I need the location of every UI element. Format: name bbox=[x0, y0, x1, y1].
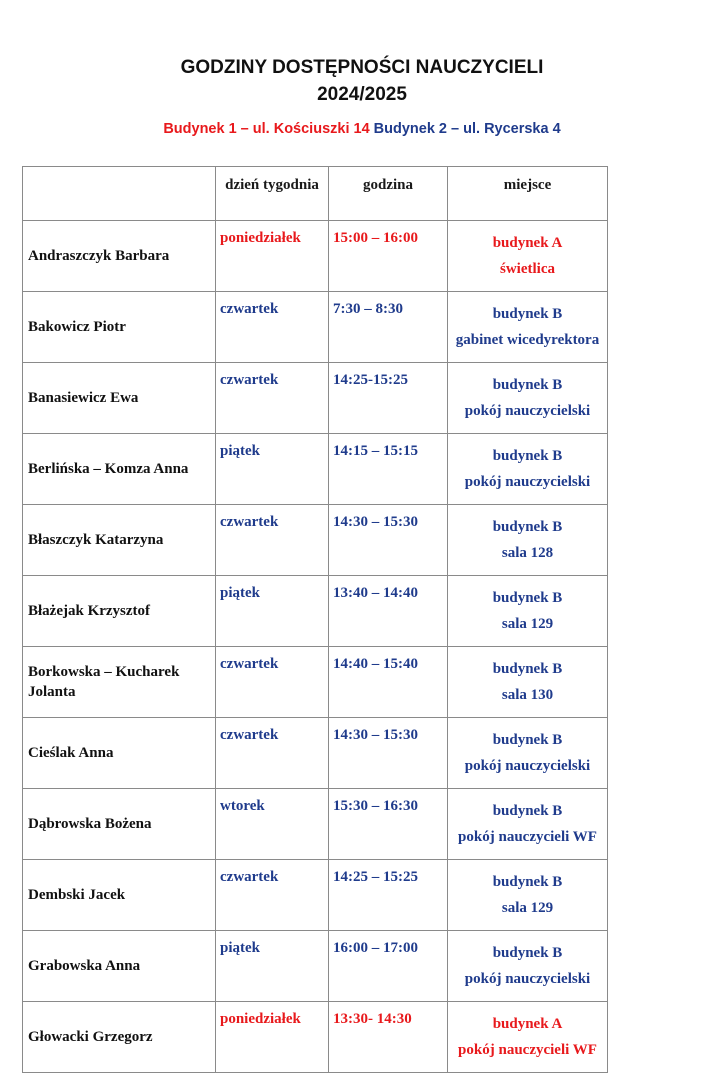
weekday: czwartek bbox=[216, 505, 329, 576]
building-name: budynek A bbox=[492, 1016, 563, 1032]
building-name: budynek A bbox=[492, 235, 563, 251]
buildings-legend bbox=[0, 121, 724, 137]
hours: 14:25 – 15:25 bbox=[329, 860, 448, 931]
weekday: wtorek bbox=[216, 789, 329, 860]
hours: 15:30 – 16:30 bbox=[329, 789, 448, 860]
location bbox=[448, 292, 608, 363]
room-name: sala 129 bbox=[501, 616, 554, 632]
hours: 14:40 – 15:40 bbox=[329, 647, 448, 718]
room-name: pokój nauczycielski bbox=[464, 474, 591, 490]
location bbox=[448, 1002, 608, 1073]
hours: 14:30 – 15:30 bbox=[329, 718, 448, 789]
room-name: sala 128 bbox=[501, 545, 554, 561]
location bbox=[448, 505, 608, 576]
table-row bbox=[23, 718, 608, 789]
teacher-name: Bakowicz Piotr bbox=[23, 292, 216, 363]
building-name: budynek B bbox=[492, 661, 563, 677]
weekday: poniedziałek bbox=[216, 221, 329, 292]
building-name: budynek B bbox=[492, 306, 563, 322]
location bbox=[448, 718, 608, 789]
weekday: czwartek bbox=[216, 860, 329, 931]
title-line-1: GODZINY DOSTĘPNOŚCI NAUCZYCIELI bbox=[180, 57, 544, 78]
teacher-name: Borkowska – Kucharek Jolanta bbox=[23, 647, 216, 718]
location bbox=[448, 931, 608, 1002]
table-row bbox=[23, 931, 608, 1002]
room-name: pokój nauczycieli WF bbox=[458, 1042, 597, 1058]
table-row bbox=[23, 1002, 608, 1073]
room-name: świetlica bbox=[500, 261, 555, 277]
hours: 13:40 – 14:40 bbox=[329, 576, 448, 647]
location bbox=[448, 363, 608, 434]
weekday: piątek bbox=[216, 434, 329, 505]
building-name: budynek B bbox=[492, 590, 563, 606]
table-row bbox=[23, 292, 608, 363]
room-name: sala 129 bbox=[501, 900, 554, 916]
teacher-name: Banasiewicz Ewa bbox=[23, 363, 216, 434]
building-name: budynek B bbox=[492, 377, 563, 393]
building-name: budynek B bbox=[492, 874, 563, 890]
teacher-name: Dembski Jacek bbox=[23, 860, 216, 931]
weekday: piątek bbox=[216, 931, 329, 1002]
room-name: gabinet wicedyrektora bbox=[455, 332, 600, 348]
table-row bbox=[23, 505, 608, 576]
room-name: pokój nauczycieli WF bbox=[458, 829, 597, 845]
room-name: sala 130 bbox=[501, 687, 554, 703]
location bbox=[448, 221, 608, 292]
header-name-cell bbox=[23, 167, 216, 221]
table-row bbox=[23, 576, 608, 647]
table-header-row bbox=[23, 167, 608, 221]
teacher-name: Grabowska Anna bbox=[23, 931, 216, 1002]
header-time-cell: godzina bbox=[329, 167, 448, 221]
weekday: poniedziałek bbox=[216, 1002, 329, 1073]
location bbox=[448, 576, 608, 647]
location bbox=[448, 789, 608, 860]
hours: 15:00 – 16:00 bbox=[329, 221, 448, 292]
table-row bbox=[23, 434, 608, 505]
weekday: czwartek bbox=[216, 292, 329, 363]
room-name: pokój nauczycielski bbox=[464, 971, 591, 987]
table-row bbox=[23, 647, 608, 718]
page-title bbox=[0, 54, 724, 108]
weekday: piątek bbox=[216, 576, 329, 647]
hours: 13:30- 14:30 bbox=[329, 1002, 448, 1073]
hours: 14:15 – 15:15 bbox=[329, 434, 448, 505]
building-name: budynek B bbox=[492, 803, 563, 819]
location bbox=[448, 647, 608, 718]
hours: 7:30 – 8:30 bbox=[329, 292, 448, 363]
room-name: pokój nauczycielski bbox=[464, 758, 591, 774]
room-name: pokój nauczycielski bbox=[464, 403, 591, 419]
table-row bbox=[23, 860, 608, 931]
teacher-name: Andraszczyk Barbara bbox=[23, 221, 216, 292]
table-row bbox=[23, 789, 608, 860]
weekday: czwartek bbox=[216, 363, 329, 434]
teacher-name: Błażejak Krzysztof bbox=[23, 576, 216, 647]
availability-table bbox=[22, 166, 608, 1073]
building-name: budynek B bbox=[492, 945, 563, 961]
building-name: budynek B bbox=[492, 448, 563, 464]
header-place-cell: miejsce bbox=[448, 167, 608, 221]
table-row bbox=[23, 221, 608, 292]
table-row bbox=[23, 363, 608, 434]
location bbox=[448, 434, 608, 505]
table-body bbox=[23, 221, 608, 1073]
building-name: budynek B bbox=[492, 519, 563, 535]
hours: 14:30 – 15:30 bbox=[329, 505, 448, 576]
teacher-name: Głowacki Grzegorz bbox=[23, 1002, 216, 1073]
building-2-label: Budynek 2 – ul. Rycerska 4 bbox=[373, 121, 561, 137]
teacher-name: Cieślak Anna bbox=[23, 718, 216, 789]
teacher-name: Dąbrowska Bożena bbox=[23, 789, 216, 860]
building-name: budynek B bbox=[492, 732, 563, 748]
teacher-name: Błaszczyk Katarzyna bbox=[23, 505, 216, 576]
title-line-2: 2024/2025 bbox=[317, 84, 407, 105]
hours: 14:25-15:25 bbox=[329, 363, 448, 434]
hours: 16:00 – 17:00 bbox=[329, 931, 448, 1002]
header-day-cell: dzień tygodnia bbox=[216, 167, 329, 221]
location bbox=[448, 860, 608, 931]
teacher-name: Berlińska – Komza Anna bbox=[23, 434, 216, 505]
building-1-label: Budynek 1 – ul. Kościuszki 14 bbox=[163, 121, 370, 137]
weekday: czwartek bbox=[216, 718, 329, 789]
weekday: czwartek bbox=[216, 647, 329, 718]
